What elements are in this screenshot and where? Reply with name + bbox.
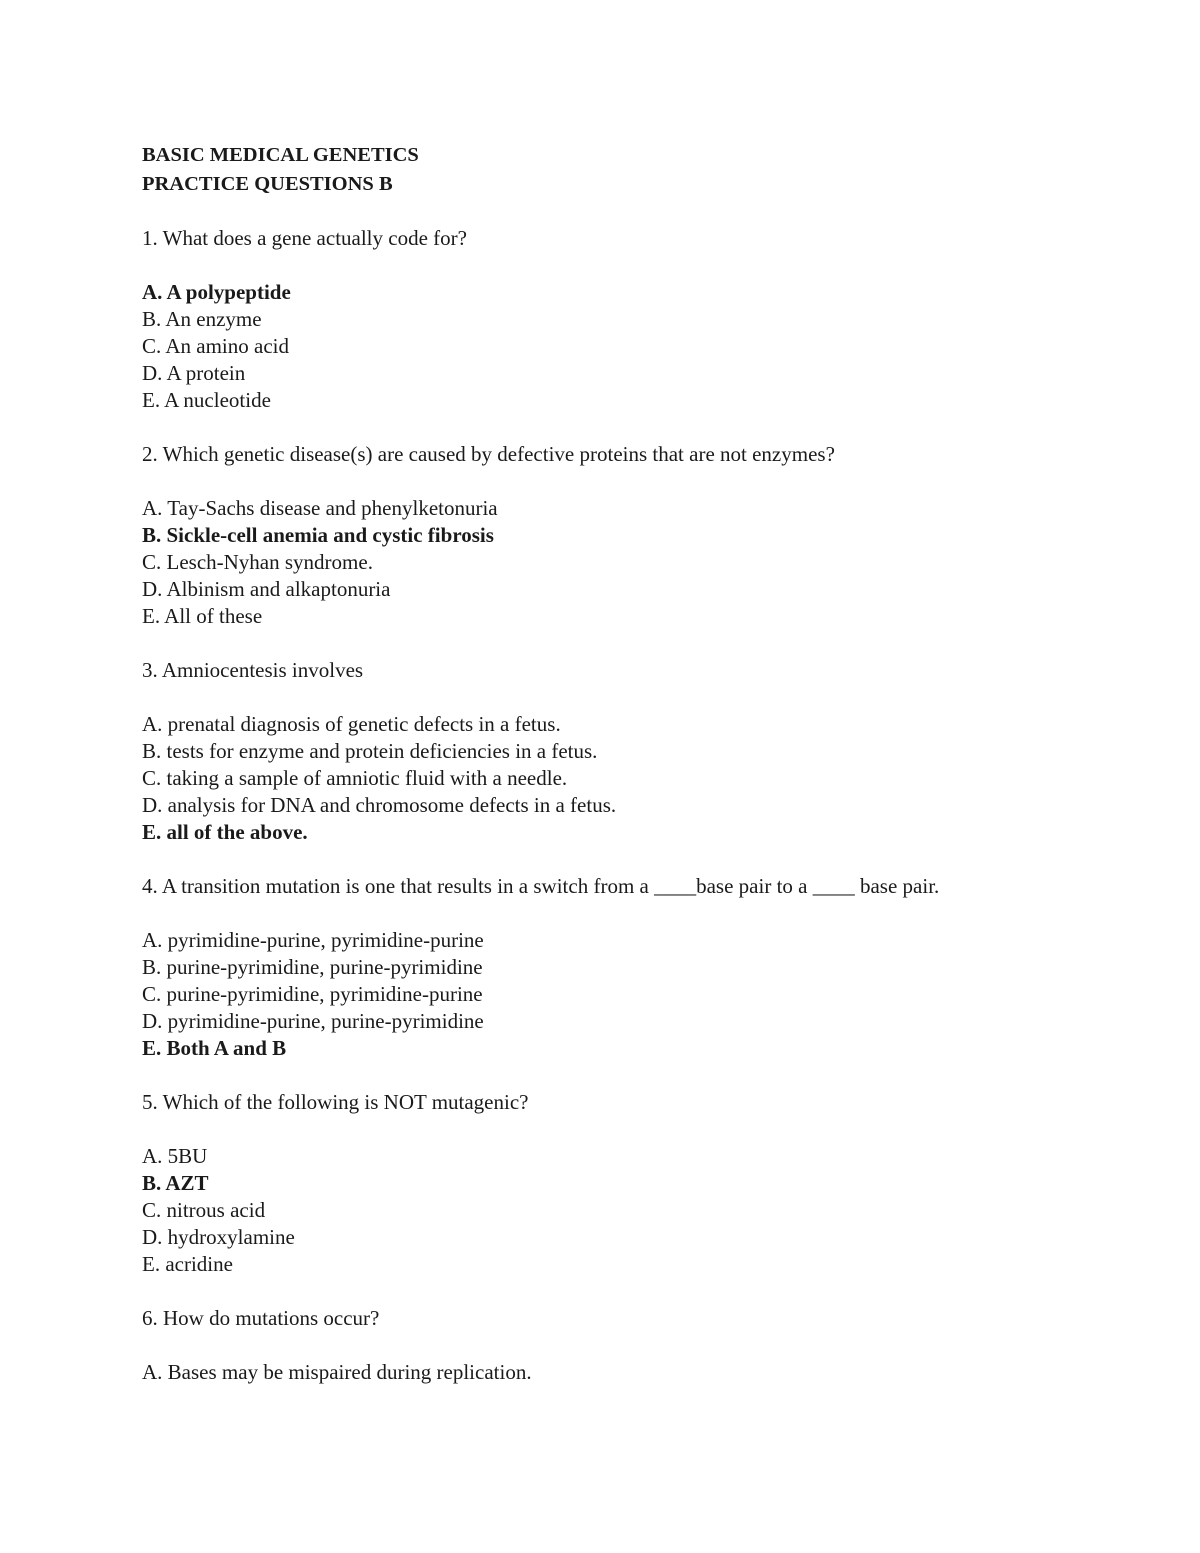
question-text: 6. How do mutations occur? bbox=[142, 1306, 380, 1330]
question-2 bbox=[142, 441, 1102, 630]
answer-option: C. An amino acid bbox=[142, 334, 289, 358]
answer-option: A. prenatal diagnosis of genetic defects in a fetus. bbox=[142, 712, 561, 736]
answer-option: D. Albinism and alkaptonuria bbox=[142, 577, 391, 601]
question-4 bbox=[142, 873, 1102, 1062]
answer-option: C. purine-pyrimidine, pyrimidine-purine bbox=[142, 982, 483, 1006]
question-5 bbox=[142, 1089, 1102, 1278]
answer-option: C. nitrous acid bbox=[142, 1198, 266, 1222]
title-line-2: PRACTICE QUESTIONS B bbox=[142, 172, 393, 195]
answer-options bbox=[142, 927, 1102, 1062]
answer-option: E. All of these bbox=[142, 604, 263, 628]
answer-option-correct: E. all of the above. bbox=[142, 820, 308, 844]
answer-option-correct: E. Both A and B bbox=[142, 1036, 287, 1060]
answer-option: A. 5BU bbox=[142, 1144, 208, 1168]
answer-option: D. hydroxylamine bbox=[142, 1225, 295, 1249]
question-3 bbox=[142, 657, 1102, 846]
question-text: 4. A transition mutation is one that results in a switch from a ____base pair to a ____ base pair. bbox=[142, 874, 940, 898]
document-page bbox=[142, 141, 1102, 1413]
answer-option: C. Lesch-Nyhan syndrome. bbox=[142, 550, 373, 574]
answer-options bbox=[142, 279, 1102, 414]
answer-option: C. taking a sample of amniotic fluid with a needle. bbox=[142, 766, 568, 790]
question-text: 5. Which of the following is NOT mutagenic? bbox=[142, 1090, 529, 1114]
answer-option: A. Bases may be mispaired during replication. bbox=[142, 1360, 532, 1384]
question-list bbox=[142, 225, 1102, 1386]
answer-option-correct: B. AZT bbox=[142, 1171, 209, 1195]
answer-option: D. A protein bbox=[142, 361, 246, 385]
answer-option: D. pyrimidine-purine, purine-pyrimidine bbox=[142, 1009, 484, 1033]
question-1 bbox=[142, 225, 1102, 414]
answer-option: B. tests for enzyme and protein deficiencies in a fetus. bbox=[142, 739, 598, 763]
question-text: 2. Which genetic disease(s) are caused by defective proteins that are not enzymes? bbox=[142, 442, 835, 466]
title-line-1: BASIC MEDICAL GENETICS bbox=[142, 144, 419, 166]
answer-options bbox=[142, 1359, 1102, 1386]
answer-option: E. A nucleotide bbox=[142, 388, 271, 412]
answer-option: A. Tay-Sachs disease and phenylketonuria bbox=[142, 496, 498, 520]
answer-options bbox=[142, 495, 1102, 630]
answer-options bbox=[142, 1143, 1102, 1278]
answer-options bbox=[142, 711, 1102, 846]
answer-option: B. purine-pyrimidine, purine-pyrimidine bbox=[142, 955, 483, 979]
answer-option-correct: A. A polypeptide bbox=[142, 280, 291, 304]
answer-option: E. acridine bbox=[142, 1252, 233, 1276]
question-text: 3. Amniocentesis involves bbox=[142, 658, 364, 682]
question-text: 1. What does a gene actually code for? bbox=[142, 226, 467, 250]
answer-option: A. pyrimidine-purine, pyrimidine-purine bbox=[142, 928, 484, 952]
answer-option-correct: B. Sickle-cell anemia and cystic fibrosis bbox=[142, 523, 494, 547]
document-title bbox=[142, 141, 1102, 198]
answer-option: D. analysis for DNA and chromosome defects in a fetus. bbox=[142, 793, 617, 817]
answer-option: B. An enzyme bbox=[142, 307, 262, 331]
question-6 bbox=[142, 1305, 1102, 1386]
